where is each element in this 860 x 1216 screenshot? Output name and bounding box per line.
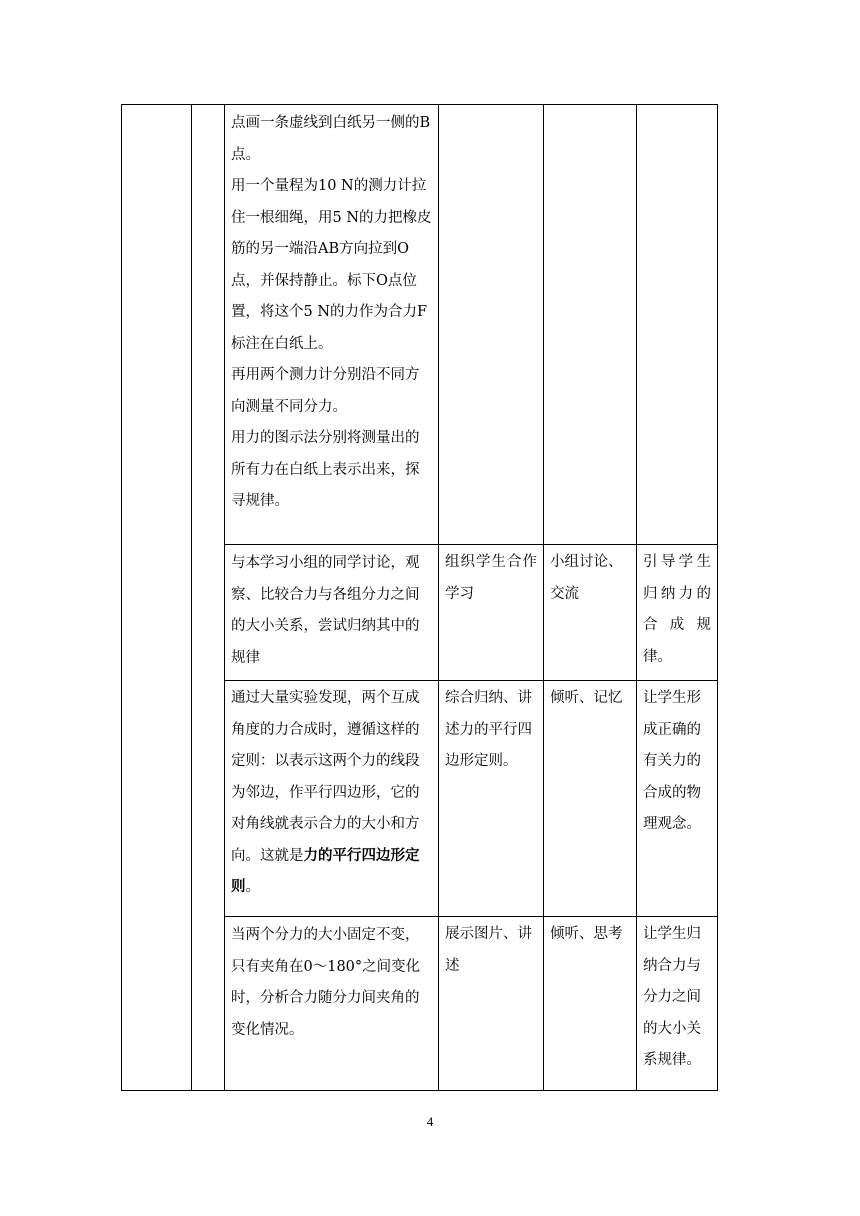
page-number: 4 xyxy=(426,1114,434,1129)
lesson-plan-table xyxy=(121,104,718,1091)
content-paragraph: 再用两个测力计分别沿不同方向测量不同分力。 xyxy=(231,367,420,415)
design-intent-cell: 引导学生归纳力的合成规律。 xyxy=(637,545,718,681)
content-cell xyxy=(225,545,439,681)
design-intent-cell: 让学生归纳合力与分力之间的大小关系规律。 xyxy=(637,917,718,1091)
teacher-activity-cell xyxy=(439,105,544,545)
design-intent-cell xyxy=(637,105,718,545)
student-activity-cell: 小组讨论、交流 xyxy=(544,545,637,681)
content-cell xyxy=(225,917,439,1091)
content-end: 。 xyxy=(245,879,260,895)
content-paragraph: 用力的图示法分别将测量出的所有力在白纸上表示出来，探寻规律。 xyxy=(231,430,420,509)
content-cell xyxy=(225,681,439,917)
content-paragraph: 用一个量程为10 N的测力计拉住一根细绳，用5 N的力把橡皮筋的另一端沿AB方向拉到O点，并保持静止。标下O点位置，将这个5 N的力作为合力F标注在白纸上。 xyxy=(231,178,432,352)
student-activity-cell xyxy=(544,105,637,545)
design-intent-cell: 让学生形成正确的有关力的合成的物理观念。 xyxy=(637,681,718,917)
teacher-activity-cell: 综合归纳、讲述力的平行四边形定则。 xyxy=(439,681,544,917)
student-activity-cell: 倾听、记忆 xyxy=(544,681,637,917)
narrow-cell xyxy=(192,105,225,1091)
content-cell xyxy=(225,105,439,545)
teacher-activity-cell: 展示图片、讲述 xyxy=(439,917,544,1091)
table-row xyxy=(122,105,718,545)
stage-cell xyxy=(122,105,192,1091)
content-bold-term: 力的平行四边形定则 xyxy=(231,847,420,895)
content-paragraph: 当两个分力的大小固定不变，只有夹角在0～180°之间变化时，分析合力随分力间夹角的变化情况。 xyxy=(231,927,421,1038)
content-paragraph: 与本学习小组的同学讨论，观察、比较合力与各组分力之间的大小关系，尝试归纳其中的规律 xyxy=(231,555,420,666)
content-text: 通过大量实验发现，两个互成角度的力合成时，遵循这样的定则：以表示这两个力的线段为邻边，作平行四边形，它的对角线就表示合力的大小和方向。这就是 xyxy=(231,690,420,864)
teacher-activity-cell: 组织学生合作学习 xyxy=(439,545,544,681)
student-activity-cell: 倾听、思考 xyxy=(544,917,637,1091)
content-paragraph: 点画一条虚线到白纸另一侧的B点。 xyxy=(231,115,431,163)
